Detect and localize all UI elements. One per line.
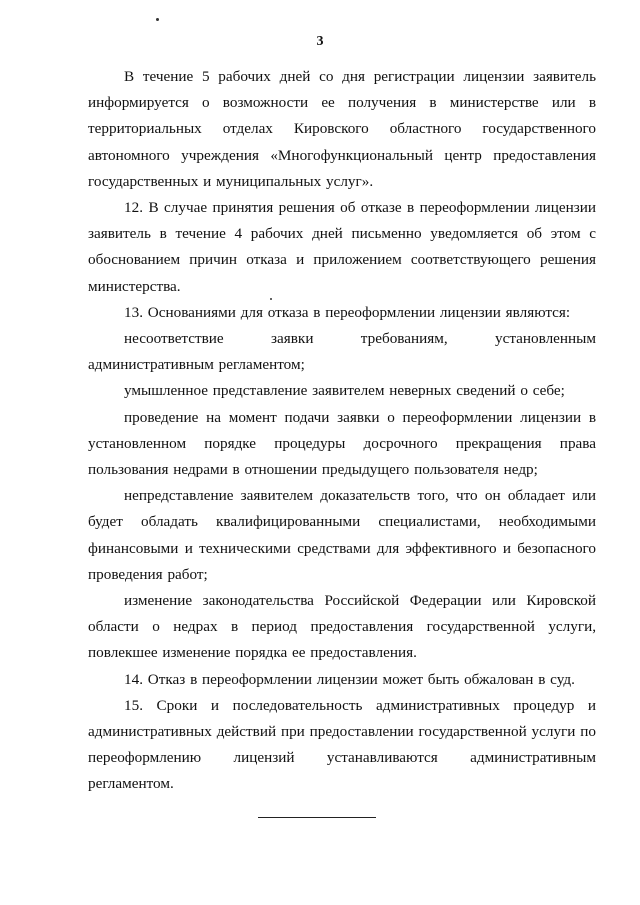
- paragraph: несоответствие заявки требованиям, установленным административным регламентом;: [88, 330, 596, 374]
- end-divider: [258, 817, 376, 818]
- paragraph: непредставление заявителем доказательств того, что он обладает или будет обладать квалифицированными специалистами, необходимыми финансовыми и техническими средствами для эффективного и безопасного проведения работ;: [88, 487, 596, 583]
- paragraph: 13. Основаниями для отказа в переоформлении лицензии являются:: [124, 303, 571, 321]
- scan-speck: [156, 18, 159, 21]
- paragraph: 14. Отказ в переоформлении лицензии может быть обжалован в суд.: [124, 670, 575, 688]
- paragraph: В течение 5 рабочих дней со дня регистрации лицензии заявитель информируется о возможности ее получения в министерстве или в территориальных отделах Кировского областного государственного автономного учреждения «Многофункциональный центр предоставления государственных и муниципальных услуг».: [88, 68, 596, 190]
- paragraph: 12. В случае принятия решения об отказе в переоформлении лицензии заявитель в течение 4 рабочих дней письменно уведомляется об этом с обоснованием причин отказа и приложением соответствующего решения министерства.: [88, 199, 596, 295]
- paragraph: 15. Сроки и последовательность административных процедур и административных действий при предоставлении государственной услуги по переоформлению лицензий устанавливаются административным регламентом.: [88, 696, 596, 793]
- paragraph: проведение на момент подачи заявки о переоформлении лицензии в установленном порядке процедуры досрочного прекращения права пользования недрами в отношении предыдущего пользователя недр;: [88, 408, 596, 479]
- page-number: 3: [316, 34, 324, 49]
- paragraph: изменение законодательства Российской Федерации или Кировской области о недрах в период предоставления государственной услуги, повлекшее изменение порядка ее предоставления.: [88, 592, 596, 662]
- document-body: [88, 64, 596, 798]
- paragraph: умышленное представление заявителем неверных сведений о себе;: [124, 382, 565, 400]
